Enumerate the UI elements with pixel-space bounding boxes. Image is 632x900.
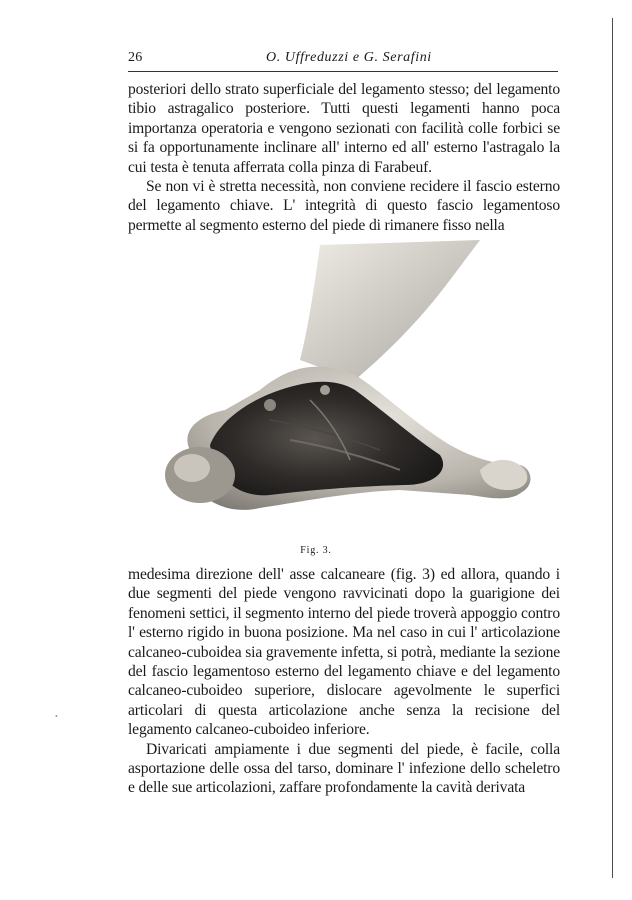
- page-number: 26: [128, 50, 143, 65]
- paragraph: medesima direzione dell' asse calcaneare (fig. 3) ed allora, quando i due segmenti del piede vengono ravvicinati dopo la guarigione dei fenomeni settici, il segmento interno del piede troverà appoggio contro l' esterno rigido in buona posizione. Ma nel caso in cui l' articolazione calcaneo-cuboidea sia gravemente infetta, si potrà, mediante la sezione del fascio legamentoso esterno del legamento chiave e del legamento calcaneo-cuboideo superiore, dislocare agevolmente le superfici articolari di questa articolazione anche senza la recisione del legamento calcaneo-cuboideo inferiore.: [128, 566, 560, 739]
- body-text-bottom: [128, 565, 560, 798]
- margin-speck: •: [55, 712, 58, 721]
- paragraph: posteriori dello strato superficiale del legamento stesso; del legamento tibio astragalico posteriore. Tutti questi legamenti hanno poca importanza operatoria e vengono sezionati con facilità colle forbici se si fa opportunamente inclinare all' interno ed all' esterno l'astragalo la cui testa è tenuta afferrata colla pinza di Farabeuf.: [128, 81, 560, 176]
- running-head: O. Uffreduzzi e G. Serafini: [266, 50, 432, 65]
- paragraph: Se non vi è stretta necessità, non conviene recidere il fascio esterno del legamento chiave. L' integrità di questo fascio legamentoso permette al segmento esterno del piede di rimanere fisso nella: [128, 178, 560, 234]
- figure-foot-photo: [150, 240, 540, 540]
- page-header: [128, 50, 558, 72]
- body-text-top: [128, 80, 560, 235]
- figure-caption: Fig. 3.: [300, 545, 332, 556]
- foot-illustration: [150, 240, 540, 540]
- header-rule: [128, 71, 558, 72]
- paragraph: Divaricati ampiamente i due segmenti del piede, è facile, colla asportazione delle ossa del tarso, dominare l' infezione dello scheletro e delle sue articolazioni, zaffare profondamente la cavità derivata: [128, 740, 560, 797]
- page-edge-rule: [612, 18, 613, 878]
